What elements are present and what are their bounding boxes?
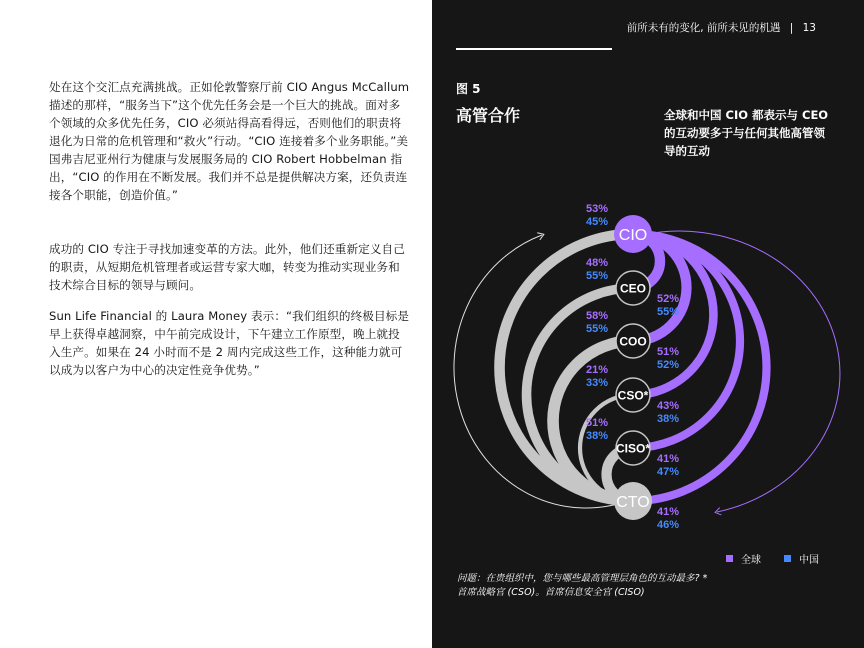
node-ciso-label: CISO* — [615, 441, 651, 456]
page-number: 13 — [802, 22, 816, 34]
footnote — [457, 572, 757, 600]
left-global-value-ciso: 51% — [585, 417, 608, 429]
node-cso-label: CSO* — [617, 388, 649, 403]
left-global-value-ceo: 48% — [585, 257, 608, 269]
node-coo-label: COO — [619, 334, 647, 349]
node-ceo-label: CEO — [619, 281, 647, 296]
right-global-value-cso: 43% — [657, 400, 680, 412]
running-title: 前所未有的变化, 前所未见的机遇 — [626, 22, 781, 34]
role-nodes — [614, 215, 652, 520]
footnote-question: 问题：在贵组织中，您与哪些最高管理层角色的互动最多? * — [457, 573, 708, 584]
paragraph-1: 处在这个交汇点充满挑战。正如伦敦警察厅前 CIO Angus McCallum 描述的那样，“服务当下”这个优先任务会是一个巨大的挑战。面对多个领域的众多优先任务，CIO 必须站得高看得远，否则他们的职责将退化为日常的危机管理和“救火”行动。“CIO 连接着多个业务职能。”美国弗吉尼亚州行为健康与发展服务局的 CIO Robert Hobbelman 指出，“CIO 的作用在不断发展。我们并不总是提供解决方案，还负责连接各个职能，创造价值。” — [49, 80, 410, 202]
left-china-value-cio: 45% — [585, 216, 608, 228]
left-china-value-ceo: 55% — [585, 270, 608, 282]
left-global-value-cio: 53% — [585, 203, 608, 215]
left-global-value-coo: 58% — [585, 310, 608, 322]
right-global-value-ceo: 52% — [657, 293, 680, 305]
right-china-value-coo: 52% — [657, 359, 680, 371]
right-china-value-cso: 38% — [657, 413, 680, 425]
global-swatch — [726, 555, 733, 562]
figure-panel — [432, 0, 864, 648]
right-china-value-cto: 46% — [657, 519, 680, 531]
legend-china-label: 中国 — [799, 555, 819, 566]
legend-global-label: 全球 — [741, 555, 761, 566]
right-china-value-ceo: 55% — [657, 306, 680, 318]
paragraph-3: Sun Life Financial 的 Laura Money 表示：“我们组织的终极目标是早上获得卓越洞察，中午前完成设计，下午建立工作原型，晚上就投入生产。如果在 24 小时而不是 2 周内完成这些工作，这种能力就可以成为以客户为中心的决定性竞争优势。” — [49, 309, 410, 377]
left-global-value-cso: 21% — [585, 364, 608, 376]
left-china-value-coo: 55% — [585, 323, 608, 335]
right-china-value-ciso: 47% — [657, 466, 680, 478]
footnote-definitions: 首席战略官 (CSO)。首席信息安全官 (CISO) — [457, 587, 645, 598]
paragraph-2: 成功的 CIO 专注于寻找加速变革的方法。此外，他们还重新定义自己的职责，从短期危机管理者或运营专家大咖，转变为推动实现业务和技术综合目标的领导与顾问。 — [49, 242, 405, 292]
right-global-value-cto: 41% — [657, 506, 680, 518]
legend-global — [726, 551, 761, 566]
figure-title: 高管合作 — [456, 106, 521, 125]
right-global-value-ciso: 41% — [657, 453, 680, 465]
legend-china — [784, 551, 819, 566]
node-cio-label: CIO — [618, 227, 648, 244]
left-china-value-cso: 33% — [585, 377, 608, 389]
left-china-value-ciso: 38% — [585, 430, 608, 442]
cto-arcs — [500, 234, 634, 501]
header-separator: | — [789, 22, 794, 34]
figure-number: 图 5 — [456, 82, 481, 96]
cio-arcs — [633, 234, 767, 501]
china-swatch — [784, 555, 791, 562]
right-global-value-coo: 51% — [657, 346, 680, 358]
node-cto-label: CTO — [616, 494, 650, 511]
figure-description: 全球和中国 CIO 都表示与 CEO 的互动要多于与任何其他高管领导的互动 — [664, 108, 829, 158]
